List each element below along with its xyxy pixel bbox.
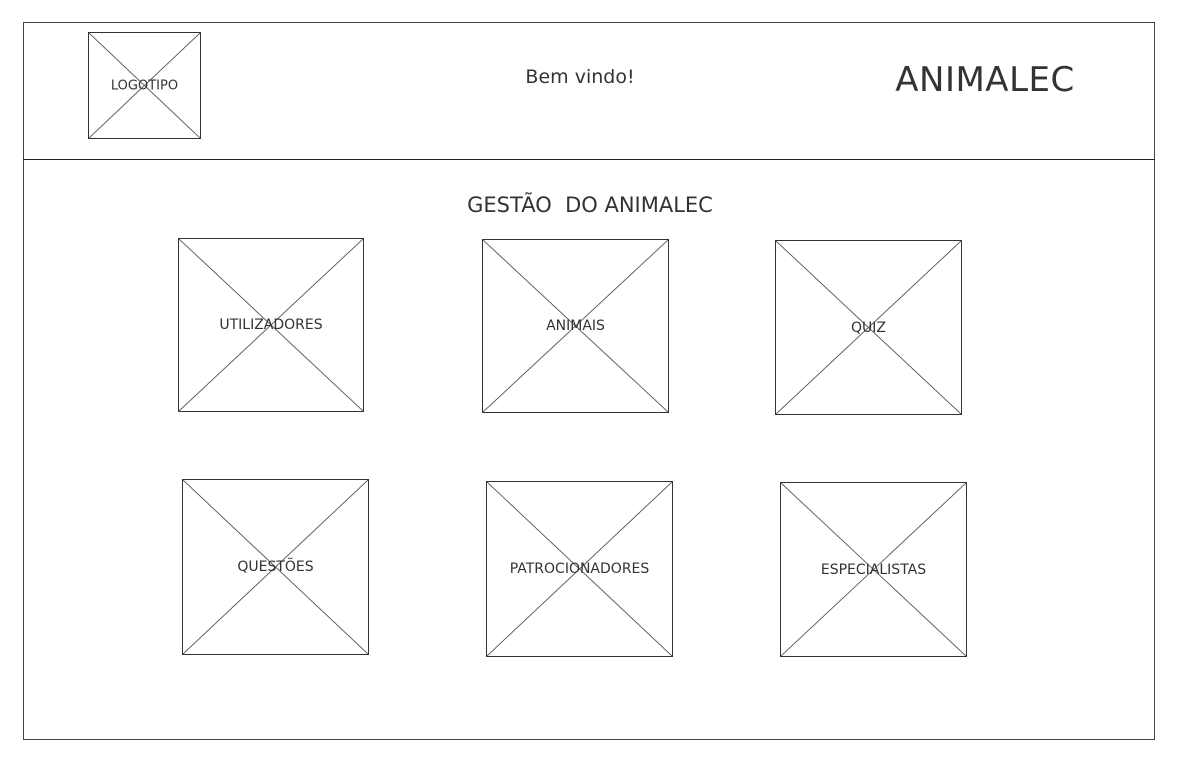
tile-label: ESPECIALISTAS (820, 561, 927, 578)
tile-especialistas[interactable] (780, 482, 967, 657)
brand-title: ANIMALEC (895, 60, 1075, 100)
tile-label: QUESTÕES (237, 559, 314, 575)
tile-quiz[interactable] (775, 240, 962, 415)
welcome-text: Bem vindo! (525, 66, 635, 88)
tile-label: PATROCIONADORES (509, 561, 650, 577)
logo-placeholder (88, 32, 201, 139)
tile-label: QUIZ (851, 319, 886, 336)
tile-questoes[interactable] (182, 479, 369, 655)
header-divider (23, 159, 1155, 160)
tile-utilizadores[interactable] (178, 238, 364, 412)
page-title: GESTÃO DO ANIMALEC (467, 193, 713, 217)
tile-label: UTILIZADORES (219, 317, 323, 333)
tile-label: ANIMAIS (546, 318, 605, 334)
tile-patrocionadores[interactable] (486, 481, 673, 657)
logo-label: LOGOTIPO (110, 78, 179, 93)
tile-animais[interactable] (482, 239, 669, 413)
